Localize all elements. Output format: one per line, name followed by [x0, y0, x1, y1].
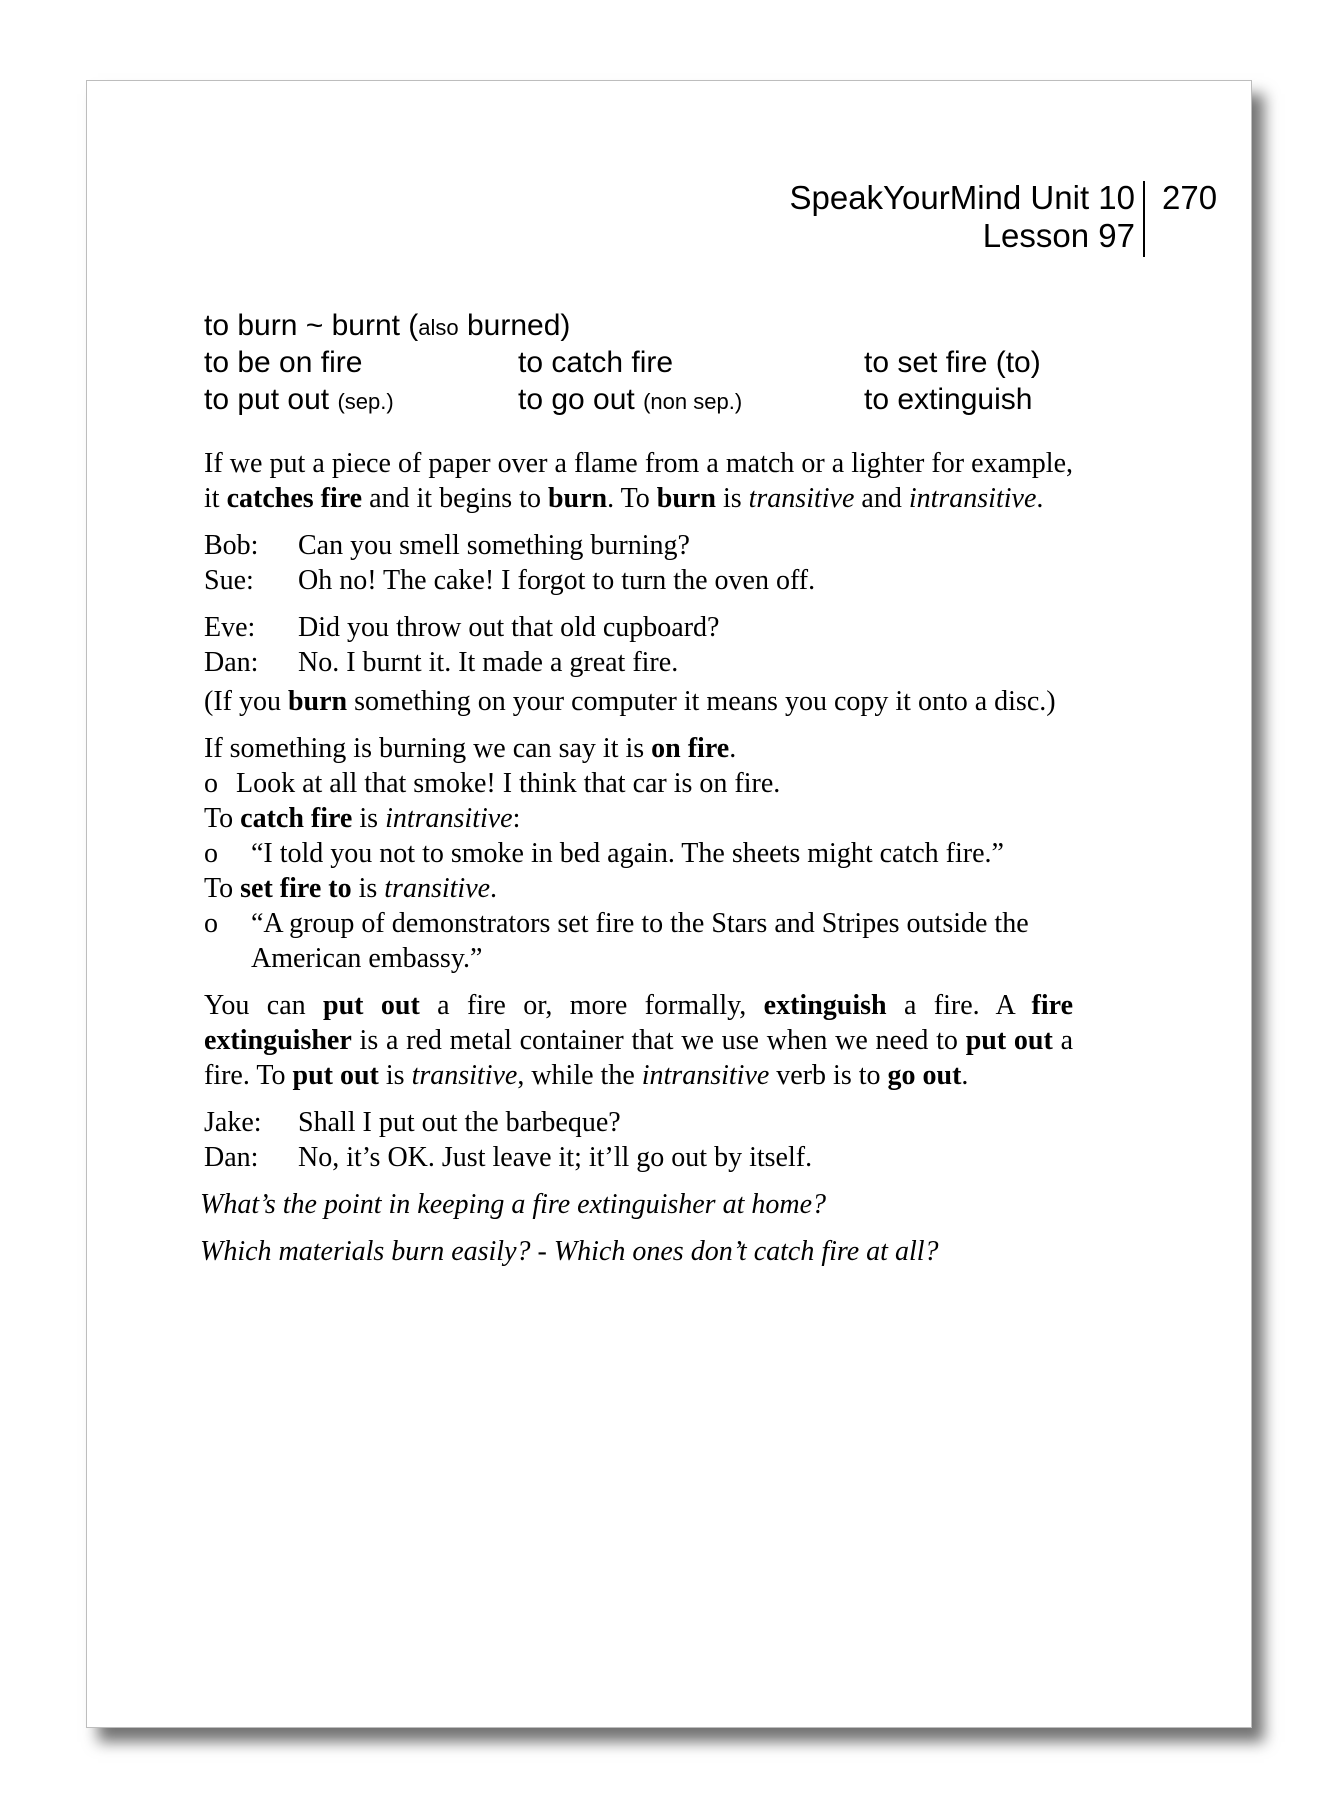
paragraph-put-out: You can put out a fire or, more formally, extinguish a fire. A fire extinguisher is a red metal container that we use when we need to put out a fire. To put out is transitive, while the intransitive verb is to go out.	[204, 990, 1073, 1091]
text-line: To set fire to is transitive.	[204, 873, 498, 904]
example-bullet: o “A group of demonstrators set fire to the Stars and Stripes outside the American embassy.”	[204, 908, 1029, 974]
speaker: Dan:	[204, 1142, 259, 1173]
discussion-question: What’s the point in keeping a fire extinguisher at home?	[200, 1189, 827, 1220]
dialog-line: Bob: Can you smell something burning?	[204, 530, 690, 561]
example-bullet: o Look at all that smoke! I think that car is on fire.	[204, 768, 781, 799]
page-sheet	[86, 80, 1252, 1728]
dialog-jake-dan	[204, 1105, 1073, 1175]
header-lesson: Lesson 97	[982, 217, 1135, 254]
vocab-term: to go out	[518, 383, 644, 416]
vocab-term: to be on fire	[204, 346, 363, 379]
vocab-row	[204, 307, 570, 344]
dialog-line: Dan: No. I burnt it. It made a great fire.	[204, 647, 679, 678]
speaker: Dan:	[204, 647, 259, 678]
dialog-eve-dan	[204, 610, 1073, 680]
vocab-term: to set fire (to)	[864, 346, 1041, 379]
vocab-term: to extinguish	[864, 383, 1033, 416]
bullet-marker: o	[204, 908, 218, 939]
section-on-fire	[204, 731, 1073, 976]
vocab-row	[204, 344, 1041, 381]
speaker: Sue:	[204, 565, 254, 596]
vocabulary-list	[204, 307, 1041, 418]
text-line: To catch fire is intransitive:	[204, 803, 521, 834]
bullet-marker: o	[204, 768, 218, 799]
dialog-line: Jake: Shall I put out the barbeque?	[204, 1107, 621, 1138]
header-title: SpeakYourMind Unit 10	[789, 179, 1135, 216]
example-bullet: o “I told you not to smoke in bed again. The sheets might catch fire.”	[204, 838, 1004, 869]
speaker: Bob:	[204, 530, 259, 561]
page-number: 270	[1162, 179, 1218, 216]
page-header	[789, 179, 1135, 255]
vocab-term: to burn ~ burnt (	[204, 309, 419, 342]
paragraph-burn: If we put a piece of paper over a flame from a match or a lighter for example, it catches fire and it begins to burn. To burn is transitive and intransitive.	[204, 448, 1073, 514]
header-divider	[1143, 181, 1145, 257]
lesson-body	[200, 446, 1073, 1281]
paragraph-computer-burn: (If you burn something on your computer it means you copy it onto a disc.)	[204, 686, 1056, 717]
vocab-note: (non sep.)	[643, 389, 743, 414]
vocab-row	[204, 381, 1033, 418]
vocab-term: to put out	[204, 383, 338, 416]
text-line: If something is burning we can say it is on fire.	[204, 733, 737, 764]
dialog-line: Sue: Oh no! The cake! I forgot to turn the oven off.	[204, 565, 816, 596]
discussion-question: Which materials burn easily? - Which ones don’t catch fire at all?	[200, 1236, 939, 1267]
bullet-marker: o	[204, 838, 218, 869]
dialog-bob-sue	[204, 528, 1073, 598]
speaker: Eve:	[204, 612, 256, 643]
vocab-note: also	[418, 315, 459, 340]
vocab-term: burned)	[458, 309, 571, 342]
vocab-note: (sep.)	[337, 389, 394, 414]
dialog-line: Eve: Did you throw out that old cupboard?	[204, 612, 720, 643]
vocab-term: to catch fire	[518, 346, 674, 379]
dialog-line: Dan: No, it’s OK. Just leave it; it’ll go out by itself.	[204, 1142, 813, 1173]
speaker: Jake:	[204, 1107, 262, 1138]
